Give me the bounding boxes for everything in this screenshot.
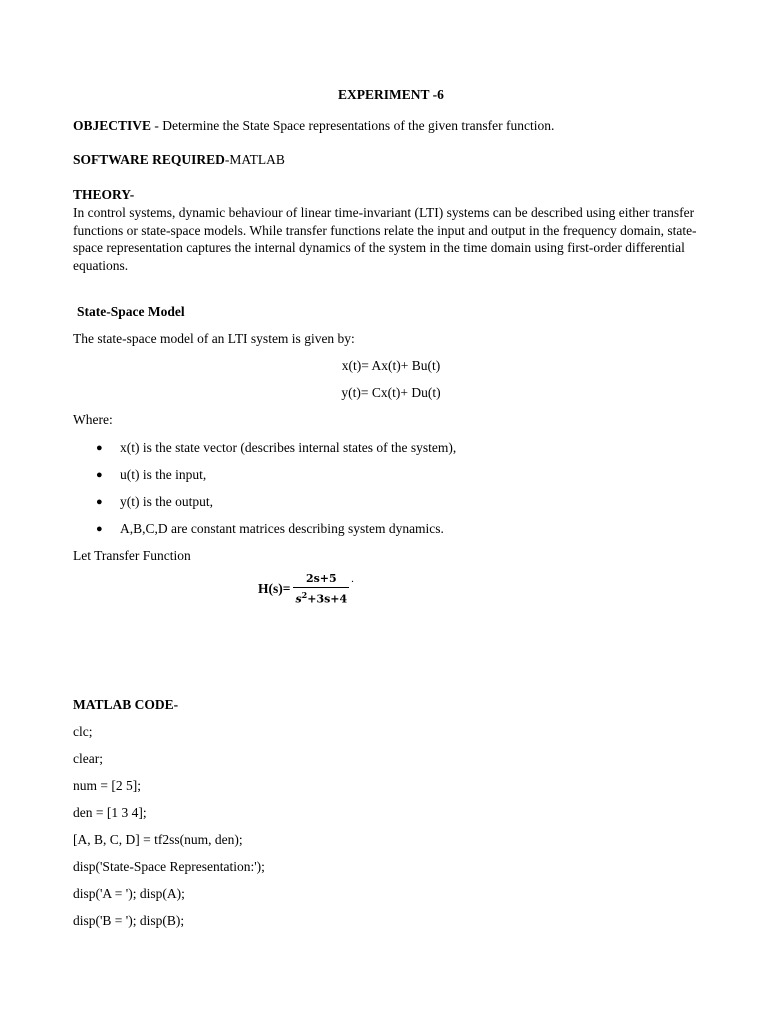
bullet-icon: ● <box>96 469 103 481</box>
code-line: disp('A = '); disp(A); <box>73 886 185 901</box>
bullet-icon: ● <box>96 442 103 454</box>
transfer-function-label: H(s)= <box>258 580 291 596</box>
theory-heading: THEORY- <box>73 187 135 202</box>
where-label: Where: <box>73 412 113 427</box>
transfer-function-fraction <box>293 572 349 606</box>
code-line: disp('State-Space Representation:'); <box>73 859 265 874</box>
software-text: -MATLAB <box>224 152 285 167</box>
matlab-heading: MATLAB CODE- <box>73 697 179 712</box>
tf-trailing-dot: . <box>351 572 354 585</box>
objective-label: OBJECTIVE <box>73 118 152 133</box>
code-line: clear; <box>73 751 103 766</box>
software-line <box>73 152 285 168</box>
code-line: clc; <box>73 724 93 739</box>
transfer-function-intro: Let Transfer Function <box>73 548 191 563</box>
theory-paragraph: In control systems, dynamic behaviour of linear time-invariant (LTI) systems can be described using either transfer functions or state-space models. While transfer functions relate the input and output in the frequency domain, state-space representation captures the internal dynamics of the system in the time domain using first-order differential equations. <box>73 205 697 273</box>
tf-denominator <box>293 587 349 606</box>
code-line: den = [1 3 4]; <box>73 805 147 820</box>
tf-denominator-base: s <box>295 592 302 606</box>
code-line: num = [2 5]; <box>73 778 141 793</box>
state-equation: x(t)= Ax(t)+ Bu(t) <box>341 358 441 373</box>
transfer-function-equation <box>258 572 354 606</box>
software-label: SOFTWARE REQUIRED <box>73 152 225 167</box>
tf-denominator-rest: +3s+4 <box>307 592 348 606</box>
tf-denominator-exponent: 2 <box>301 590 308 600</box>
objective-line <box>73 118 554 134</box>
output-equation: y(t)= Cx(t)+ Du(t) <box>341 385 441 400</box>
bullet-item: u(t) is the input, <box>120 467 207 482</box>
bullet-icon: ● <box>96 523 103 535</box>
tf-numerator: 2s+5 <box>305 572 337 585</box>
bullet-item: A,B,C,D are constant matrices describing system dynamics. <box>120 521 444 536</box>
state-space-heading: State-Space Model <box>77 304 185 319</box>
objective-text: - Determine the State Space representations of the given transfer function. <box>151 118 555 133</box>
code-line: [A, B, C, D] = tf2ss(num, den); <box>73 832 243 847</box>
code-line: disp('B = '); disp(B); <box>73 913 185 928</box>
page-title: EXPERIMENT -6 <box>338 87 444 102</box>
state-space-intro: The state-space model of an LTI system is given by: <box>73 331 355 346</box>
bullet-item: x(t) is the state vector (describes internal states of the system), <box>120 440 457 455</box>
bullet-item: y(t) is the output, <box>120 494 213 509</box>
bullet-icon: ● <box>96 496 103 508</box>
